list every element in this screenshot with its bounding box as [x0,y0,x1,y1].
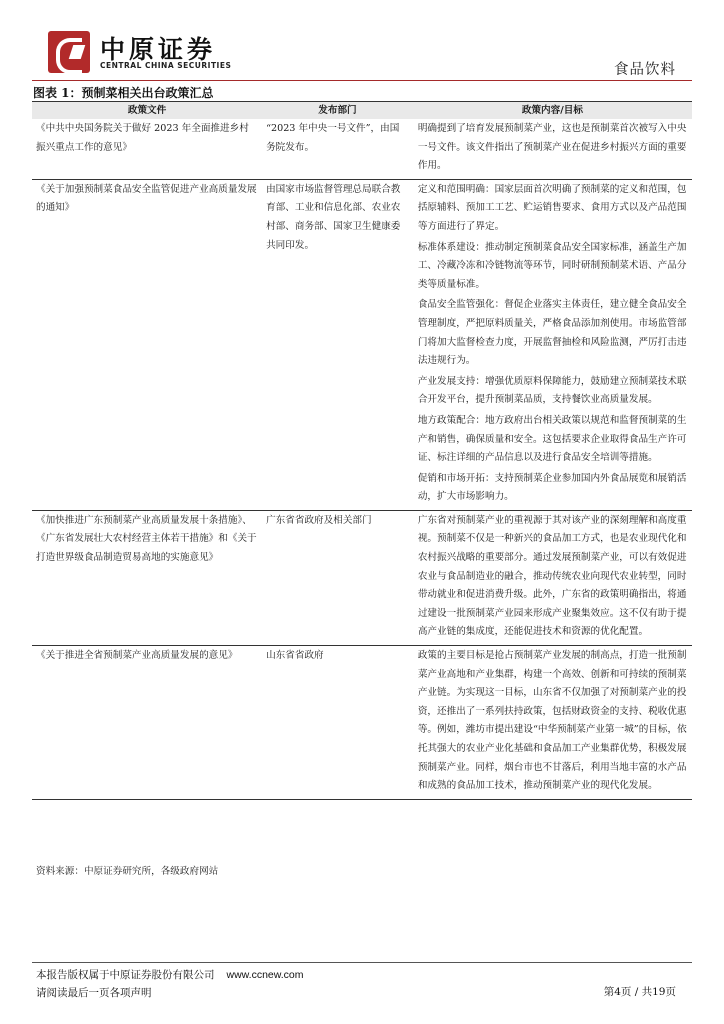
copyright-text: 本报告版权属于中原证券股份有限公司 [36,969,215,981]
content-paragraph: 产业发展支持：增强优质原料保障能力，鼓励建立预制菜技术联合开发平台，提升预制菜品质，支持餐饮业高质量发展。 [417,375,687,406]
report-section: 食品饮料 [614,62,676,78]
content-paragraph: 广东省对预制菜产业的重视源于其对该产业的深刻理解和高度重视。预制菜不仅是一种新兴的食品加工方式，也是农业现代化和农村振兴战略的重要部分。通过发展预制菜产业，可以有效促进农业与食品制造业的融合，推动传统农业向现代农业转型，同时带动就业和促进消费升级。此外，广东省的政策明确指出，将通过建设一批预制菜产业园来形成产业聚集效应。这不仅有助于提高产业链的集成度，还能促进技术和资源的优化配置。 [417,514,687,638]
footer-left [36,966,304,1002]
policy-doc-cell: 《加快推进广东预制菜产业高质量发展十条措施》、《广东省发展壮大农村经营主体若干措施》和《关于打造世界级食品制造贸易高地的实施意见》 [32,510,262,645]
header-divider [32,80,692,81]
data-source-note: 资料来源：中原证券研究所，各级政府网站 [36,866,219,877]
policy-dept-cell: 由国家市场监督管理总局联合教育部、工业和信息化部、农业农村部、商务部、国家卫生健康委共同印发。 [262,179,413,510]
policy-dept-cell: 广东省省政府及相关部门 [262,510,413,645]
table-row [32,510,692,645]
logo-mark-icon [48,31,90,73]
content-paragraph: 地方政策配合：地方政府出台相关政策以规范和监督预制菜的生产和销售，确保质量和安全。这包括要求企业取得食品生产许可证、标注详细的产品信息以及进行食品安全培训等措施。 [417,414,687,464]
logo-english-name: CENTRAL CHINA SECURITIES [100,61,232,70]
logo-chinese-name: 中原证券 [100,35,217,64]
footer-divider [32,962,692,963]
content-paragraph: 定义和范围明确：国家层面首次明确了预制菜的定义和范围，包括原辅料、预加工工艺、贮运销售要求、食用方式以及产品范围等方面进行了界定。 [417,183,687,232]
content-paragraph: 促销和市场开拓：支持预制菜企业参加国内外食品展览和展销活动，扩大市场影响力。 [417,472,687,503]
policy-doc-cell: 《中共中央国务院关于做好 2023 年全面推进乡村振兴重点工作的意见》 [32,119,262,179]
policy-dept-cell: 山东省省政府 [262,646,413,800]
content-paragraph: 食品安全监管强化：督促企业落实主体责任，建立健全食品安全管理制度，严把原料质量关，严格食品添加剂使用。市场监管部门将加大监督检查力度，开展监督抽检和风险监测，严厉打击违法违规行为。 [417,299,687,367]
table-row [32,119,692,179]
footer-copyright-line [36,966,304,984]
policy-doc-cell: 《关于加强预制菜食品安全监管促进产业高质量发展的通知》 [32,179,262,510]
policy-doc-cell: 《关于推进全省预制菜产业高质量发展的意见》 [32,646,262,800]
table-row [32,179,692,510]
content-paragraph: 政策的主要目标是抢占预制菜产业发展的制高点，打造一批预制菜产业高地和产业集群，构建一个高效、创新和可持续的预制菜产业链。为实现这一目标，山东省不仅加强了对预制菜产业的投资，还推出了一系列扶持政策，包括财政资金的支持、税收优惠等。例如，潍坊市提出建设“中华预制菜产业第一城”的目标，依托其强大的农业产业化基础和食品加工产业集群优势，积极发展预制菜产业。同样，烟台市也不甘落后，利用当地丰富的水产品和成熟的食品加工技术，推动预制菜产业的现代化发展。 [417,650,687,792]
disclaimer-text: 请阅读最后一页各项声明 [36,987,152,999]
website-link[interactable]: www.ccnew.com [226,969,304,981]
policy-table [32,101,692,800]
content-paragraph: 标准体系建设：推动制定预制菜食品安全国家标准，涵盖生产加工、冷藏冷冻和冷链物流等环节，同时研制预制菜术语、产品分类等质量标准。 [417,241,687,290]
policy-content-cell [413,646,692,800]
column-header-doc: 政策文件 [32,102,262,120]
column-header-dept: 发布部门 [262,102,413,120]
table-row [32,646,692,800]
page-number: 第4页 / 共19页 [603,986,676,998]
policy-content-cell [413,179,692,510]
policy-dept-cell: “2023 年中央一号文件”，由国务院发布。 [262,119,413,179]
company-logo [48,31,238,75]
figure-title: 图表 1：预制菜相关出台政策汇总 [33,86,214,100]
page-header [0,0,724,90]
policy-content-cell [413,510,692,645]
column-header-content: 政策内容/目标 [413,102,692,120]
policy-content-cell [413,119,692,179]
table-header-row [32,102,692,120]
content-paragraph: 明确提到了培育发展预制菜产业，这也是预制菜首次被写入中央一号文件。该文件指出了预制菜产业在促进乡村振兴方面的重要作用。 [417,123,687,172]
